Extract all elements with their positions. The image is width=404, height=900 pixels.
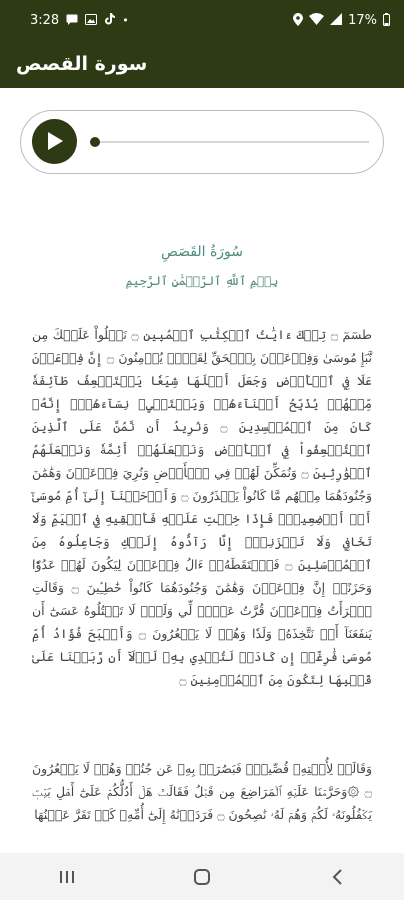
status-bar-left [30,13,129,28]
play-icon [46,131,64,151]
home-icon [193,868,211,886]
image-icon [85,14,97,27]
tiktok-icon [104,13,115,27]
recent-apps-button[interactable] [37,857,97,897]
status-time: 3:28 [30,12,60,28]
app-bar-title: سورة القصص [16,53,148,75]
play-button[interactable] [32,119,77,164]
system-nav-bar [0,853,404,900]
audio-player [20,110,384,174]
back-button[interactable] [307,857,367,897]
verses-passage-2: وَقَالَتۡ لِأُخۡتِهِۦ قُصِّيهِۖ فَبَصُرَتۡ بِهِۦ عَن جُنُبٖ وَهُمۡ لَا يَشۡعُرُونَ ۝ ۞وَحَرَّمۡنَا عَلَيۡهِ ٱلۡمَرَاضِعَ مِن قَبۡلُ فَقَالَتۡ هَلۡ أَدُلُّكُمۡ عَلَىٰٓ أَهۡلِ بَيۡتٖ يَكۡفُلُونَهُۥ لَكُمۡ وَهُمۡ لَهُۥ نَٰصِحُونَ ۝ فَرَدَدۡنَٰهُ إِلَىٰٓ أُمِّهِۦ كَيۡ تَقَرَّ عَيۡنُهَا [32,761,372,822]
verses-passage-1: طسٓمٓ ۝ تِلۡكَ ءَايَٰتُ ٱلۡكِتَٰبِ ٱلۡمُبِينِ ۝ نَتۡلُواْ عَلَيۡكَ مِن نَّبَإِ مُوسَىٰ وَفِرۡعَوۡنَ بِٱلۡحَقِّ لِقَوۡمٖ يُؤۡمِنُونَ ۝ إِنَّ فِرۡعَوۡنَ عَلَا فِي ٱلۡأَرۡضِ وَجَعَلَ أَهۡلَهَا شِيَعٗا يَسۡتَضۡعِفُ طَآئِفَةٗ مِّنۡهُمۡ يُذَبِّحُ أَبۡنَآءَهُمۡ وَيَسۡتَحۡيِۦ نِسَآءَهُمۡۚ إِنَّهُۥ كَانَ مِنَ ٱلۡمُفۡسِدِينَ ۝ وَنُرِيدُ أَن نَّمُنَّ عَلَى ٱلَّذِينَ ٱسۡتُضۡعِفُواْ فِي ٱلۡأَرۡضِ وَنَجۡعَلَهُمۡ أَئِمَّةٗ وَنَجۡعَلَهُمُ ٱلۡوَٰرِثِينَ ۝ وَنُمَكِّنَ لَهُمۡ فِي ٱلۡأَرۡضِ وَنُرِيَ فِرۡعَوۡنَ وَهَٰمَٰنَ وَجُنُودَهُمَا مِنۡهُم مَّا كَانُواْ يَحۡذَرُونَ ۝ وَأَوۡحَيۡنَآ إِلَىٰٓ أُمِّ مُوسَىٰٓ أَنۡ أَرۡضِعِيهِۖ فَإِذَا خِفۡتِ عَلَيۡهِ فَأَلۡقِيهِ فِي ٱلۡيَمِّ وَلَا تَخَافِي وَلَا تَحۡزَنِيٓۖ إِنَّا رَآدُّوهُ إِلَيۡكِ وَجَاعِلُوهُ مِنَ ٱلۡمُرۡسَلِينَ ۝ فَٱلۡتَقَطَهُۥٓ ءَالُ فِرۡعَوۡنَ لِيَكُونَ لَهُمۡ عَدُوّٗا وَحَزَنًاۗ إِنَّ فِرۡعَوۡنَ وَهَٰمَٰنَ وَجُنُودَهُمَا كَانُواْ خَٰطِـِٔينَ ۝ وَقَالَتِ ٱمۡرَأَتُ فِرۡعَوۡنَ قُرَّتُ عَيۡنٖ لِّي وَلَكَۖ لَا تَقۡتُلُوهُ عَسَىٰٓ أَن يَنفَعَنَآ أَوۡ نَتَّخِذَهُۥ وَلَدٗا وَهُمۡ لَا يَشۡعُرُونَ ۝ وَأَصۡبَحَ فُؤَادُ أُمِّ مُوسَىٰ فَٰرِغًاۖ إِن كَادَتۡ لَتُبۡدِي بِهِۦ لَوۡلَآ أَن رَّبَطۡنَا عَلَىٰ قَلۡبِهَا لِتَكُونَ مِنَ ٱلۡمُؤۡمِنِينَ ۝ [32,327,372,687]
wifi-icon [309,13,324,27]
battery-percent: 17% [348,12,377,28]
back-icon [331,869,343,885]
message-icon [66,14,78,27]
home-button[interactable] [172,857,232,897]
status-bar [0,0,404,40]
notification-dot-icon: • [122,13,129,27]
signal-icon [330,13,342,27]
seek-thumb[interactable] [90,137,100,147]
seek-bar[interactable] [91,141,369,143]
recent-apps-icon [59,870,75,884]
battery-icon [383,13,390,28]
location-icon [293,13,303,28]
basmala: بِسۡمِ ٱللَّهِ ٱلرَّحۡمَٰنِ ٱلرَّحِيمِ [125,274,279,288]
status-bar-right [293,13,390,28]
app-bar [0,40,404,88]
surah-heading: سُورَةُ القَصَصِ [160,244,244,260]
